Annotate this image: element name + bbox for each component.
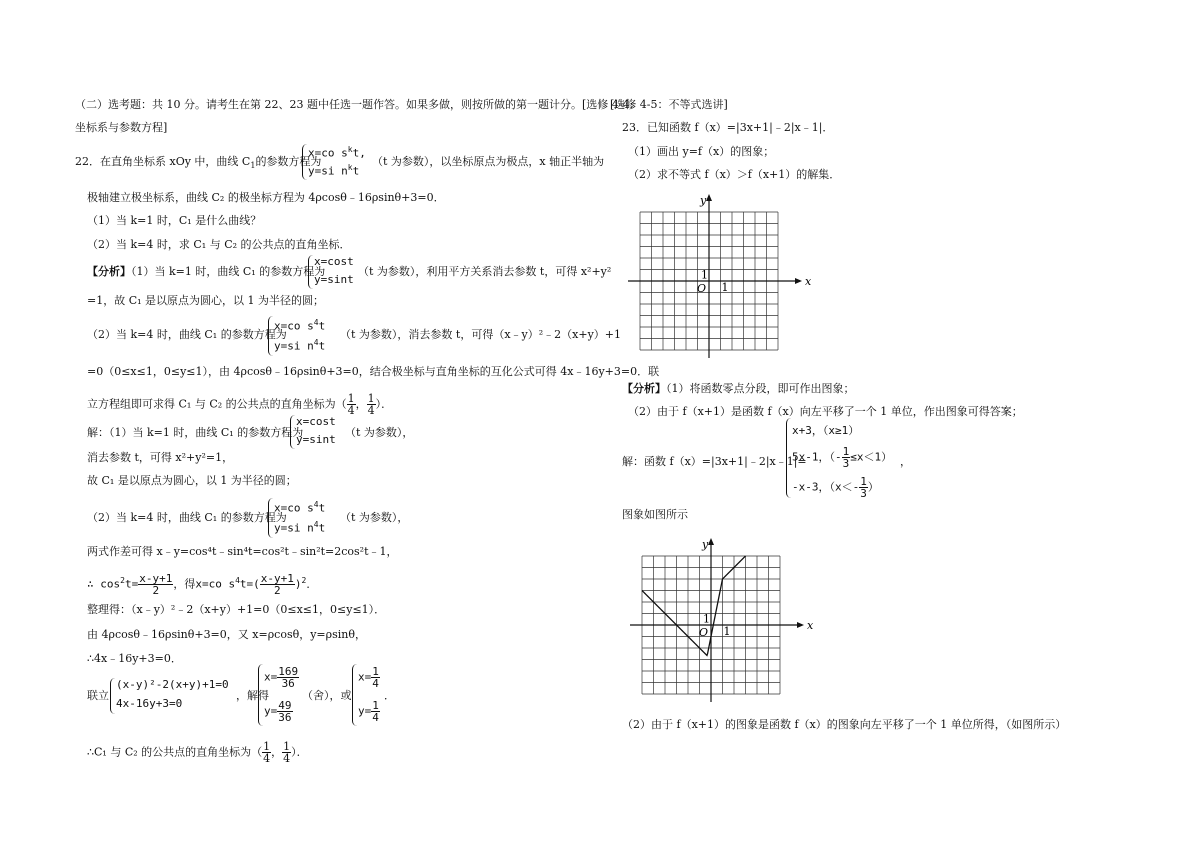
sol-1-c: 故 C₁ 是以原点为圆心，以 1 为半径的圆； [87,474,297,487]
sol-2-c-g: 2 [301,576,307,585]
sol-1-sys-a: x=cost [296,415,336,428]
q22-line-2: 极轴建立极坐标系，曲线 C₂ 的极坐标方程为 4ρcosθ﹣16ρsinθ+3=0． [87,191,445,204]
analysis-2-b: （t 为参数），消去参数 t，可得（x﹣y）²﹣2（x+y）+1 [340,328,622,341]
analysis-label-right: 【分析】 [622,382,666,395]
q22-sys-b: y=si n [308,164,348,178]
sol-2-t-b: t [318,521,326,535]
piece-2-a: 5x-1，（- [792,450,842,464]
sol-2-h-end: ）． [291,745,308,759]
sol-2-g-y1-den: 36 [278,711,292,724]
sol-2-c-frac-den: 2 [152,584,160,598]
figure-caption: 图象如图所示 [622,508,688,521]
q23-part-1: （1）画出 y=f（x）的图象； [628,145,775,158]
analysis-2-frac-2 [367,393,376,416]
q22-param-system [302,144,372,180]
sol-2-a: （2）当 k=4 时，曲线 C₁ 的参数方程为 [87,511,287,524]
sol-2-c-c: ，得x=co s [173,577,236,591]
analysis-1-a: （1）当 k=1 时，曲线 C₁ 的参数方程为 [131,265,326,278]
sol-2-h: ∴C₁ 与 C₂ 的公共点的直角坐标为（ [87,745,263,759]
piecewise-end: ， [900,455,911,468]
sol-2-h-line: ∴C₁ 与 C₂ 的公共点的直角坐标为（ $\frac{1}{4}$ ， $\frac{1}{4}$ ）． [87,740,308,765]
grid2-origin-label: O [699,626,709,639]
right-header: [选修 4-5：不等式选讲] [610,98,728,111]
sol-2-c-f: ) [294,577,302,591]
sol-2-c-frac [138,573,173,596]
sol-2-g-sys-b: 4x-16y+3=0 [116,697,183,710]
sol-2-g-x1-den: 36 [281,677,295,690]
frac-num: 1 [283,740,291,753]
function-curve [642,556,746,655]
q22-k-a: k [347,145,353,154]
analysis-1-system [308,255,364,289]
frac-den: 4 [263,752,271,765]
sol-2-g-c: （舍），或 [302,689,352,702]
sol-1-a: 解：（1）当 k=1 时，曲线 C₁ 的参数方程为 [87,426,304,439]
grid2-y-label: y [702,538,709,551]
right-analysis-1-line [622,382,855,396]
grid1-tick-y-1: 1 [701,268,708,282]
piece-2-num: 1 [842,445,850,458]
sol-2-c-frac-num: x-y+1 [139,572,173,586]
sol-2-system [268,498,340,538]
sol-2-c-exp: 2 [120,576,125,585]
sol-2-g-y2: y= [358,704,372,718]
grid2-y-arrow [708,538,714,545]
sol-2-c-a: ∴ cos [87,577,121,591]
intro-line-1: （二）选考题：共 10 分。请考生在第 22、23 题中任选一题作答。如果多做，则按所做的第一题计分。[选修 4-4: [75,98,634,111]
sol-2-g-y2-num: 1 [372,699,379,712]
sol-2-g-a: 联立 [87,689,109,702]
grid1-x-arrow [795,278,802,284]
q22-sys-b-tail: t [352,164,360,178]
frac-num: 1 [367,392,375,405]
analysis-2-sys-b: y=si n [274,339,314,353]
sol-1-system [290,415,346,449]
sol-2-c-e: t=( [239,577,260,591]
frac-den: 4 [347,404,355,417]
sol-2-g-x1-num: 169 [278,665,299,678]
q23-title: 23．已知函数 f（x）=|3x+1|﹣2|x﹣1|． [622,121,834,134]
analysis-1-line [87,265,325,279]
grid2-x-label: x [807,619,814,632]
q22-sys-a: x=co s [308,146,348,160]
analysis-2-c: =0（0≤x≤1，0≤y≤1），由 4ρcosθ﹣16ρsinθ+3=0，结合极坐标与直角坐标的互化公式可得 4x﹣16y+3=0．联 [87,365,660,378]
frac-den: 4 [367,404,375,417]
sol-2-c-frac-den-2: 2 [274,584,281,598]
piece-2-b: ≤x＜1） [850,450,893,464]
q22-suffix: （t 为参数），以坐标原点为极点，x 轴正半轴为 [372,155,605,168]
piece-1: x+3，（x≥1） [792,424,860,437]
right-analysis-2: （2）由于 f（x+1）是函数 f（x）向左平移了一个 1 单位，作出图象可得答案； [628,405,1023,418]
sol-2-g-y1: y= [264,704,278,718]
piecewise-system [786,418,916,498]
analysis-1-b: （t 为参数），利用平方关系消去参数 t，可得 x²+y² [358,265,612,278]
sol-1-b: 消去参数 t，可得 x²+y²=1， [87,451,234,464]
sol-2-c-line [87,571,317,596]
sol-2-exp-a: 4 [313,500,319,509]
grid2-x-arrow [797,622,804,628]
sol-2-c-d: 4 [235,576,240,585]
analysis-2-t-a: t [318,319,326,333]
frac-num: 1 [263,740,271,753]
sol-2-c-h: ． [306,577,318,591]
sol-2-g-sys-a: (x-y)²-2(x+y)+1=0 [116,678,229,691]
piecewise-label: 解：函数 f（x）=|3x+1|﹣2|x﹣1|= [622,455,807,468]
frac-num: 1 [347,392,355,405]
sol-2-g-x2: x= [358,670,372,684]
analysis-label-left: 【分析】 [87,265,131,278]
analysis-2-system [268,316,340,356]
analysis-2-d: 立方程组即可求得 C₁ 与 C₂ 的公共点的直角坐标为（ [87,397,347,411]
q22-k-b: k [347,163,353,172]
piece-3-den: 3 [860,487,867,500]
sol-2-g-d: ． [384,689,395,702]
q22-line-1: 22．在直角坐标系 xOy 中，曲线 $C_1$的参数方程为 [75,155,322,171]
sol-2-g-system [110,678,250,714]
sol-2-exp-b: 4 [313,520,319,529]
grid1-x-label: x [805,275,812,288]
analysis-2-a: （2）当 k=4 时，曲线 C₁ 的参数方程为 [87,328,287,341]
empty-coordinate-grid [620,190,810,370]
sol-2-g-b: ，解得 [236,689,269,702]
sol-2-d: 整理得：（x﹣y）²﹣2（x+y）+1=0（0≤x≤1，0≤y≤1）． [87,603,386,616]
q22-prefix: 22．在直角坐标系 xOy 中，曲线 C [75,155,251,168]
analysis-2-t-b: t [318,339,326,353]
piece-3-a: -x-3，（x＜- [792,480,860,494]
frac-den: 4 [283,752,291,765]
grid2-tick-y-1: 1 [703,612,710,626]
grid1-origin-label: O [697,282,707,295]
q22-part-2: （2）当 k=4 时，求 C₁ 与 C₂ 的公共点的直角坐标． [87,238,351,251]
sol-2-c-b: t= [124,577,139,591]
analysis-2-d-line: 立方程组即可求得 C₁ 与 C₂ 的公共点的直角坐标为（ $\frac{1}{4}$ ， $\frac{1}{4}$ ）． [87,392,393,417]
q22-mid: 的参数方程为 [255,155,322,168]
analysis-1-c: =1，故 C₁ 是以原点为圆心，以 1 为半径的圆； [87,294,325,307]
piece-3-b: ） [867,480,879,494]
q23-part-2: （2）求不等式 f（x）＞f（x+1）的解集． [628,168,841,181]
sol-2-g-y1-num: 49 [278,699,292,712]
sol-2-t-a: t [318,501,326,515]
sol-2-g-x2-den: 4 [372,677,379,690]
sol-2-b: 两式作差可得 x﹣y=cos⁴t﹣sin⁴t=cos²t﹣sin²t=2cos²t﹣1， [87,545,398,558]
piece-3-num: 1 [860,475,867,488]
sol-2-g-y2-den: 4 [372,711,379,724]
sol-2-c-frac-num-2: x-y+1 [260,572,294,586]
grid2-tick-x-1: 1 [723,625,731,638]
grid1-y-arrow [706,194,712,201]
sol-1-sys-b: y=sint [296,433,336,446]
sol-1-a-end: （t 为参数）， [345,426,414,439]
grid1-tick-x-1: 1 [721,281,729,294]
right-analysis-1: （1）将函数零点分段，即可作出图象； [666,382,855,395]
analysis-2-frac-1 [347,393,356,416]
sol-2-sys-b: y=si n [274,521,314,535]
analysis-2-exp-a: 4 [313,318,319,327]
analysis-2-sys-a: x=co s [274,319,314,333]
sol-2-end: （t 为参数）， [340,511,409,524]
intro-line-2: 坐标系与参数方程] [75,121,168,134]
function-graph-grid [620,528,815,708]
sol-2-f: ∴4x﹣16y+3=0． [87,652,182,665]
sol-2-sys-a: x=co s [274,501,314,515]
analysis-2-exp-b: 4 [313,338,319,347]
q22-part-1: （1）当 k=1 时，C₁ 是什么曲线？ [87,214,262,227]
analysis-1-sys-b: y=sint [314,273,354,286]
final-note: （2）由于 f（x+1）的图象是函数 f（x）的图象向左平移了一个 1 单位所得，（如图所示） [622,718,1067,731]
grid1-y-label: y [700,194,707,207]
sol-2-c-frac-2 [260,573,295,596]
sol-2-g-x2-num: 1 [372,665,379,678]
analysis-1-sys-a: x=cost [314,255,354,268]
q22-sys-a-tail: t, [352,146,366,160]
sol-2-g-x1: x= [264,670,278,684]
sol-2-e: 由 4ρcosθ﹣16ρsinθ+3=0，又 x=ρcosθ，y=ρsinθ， [87,628,366,641]
analysis-2-d-end: ）． [375,397,393,411]
piece-2-den: 3 [842,457,850,470]
